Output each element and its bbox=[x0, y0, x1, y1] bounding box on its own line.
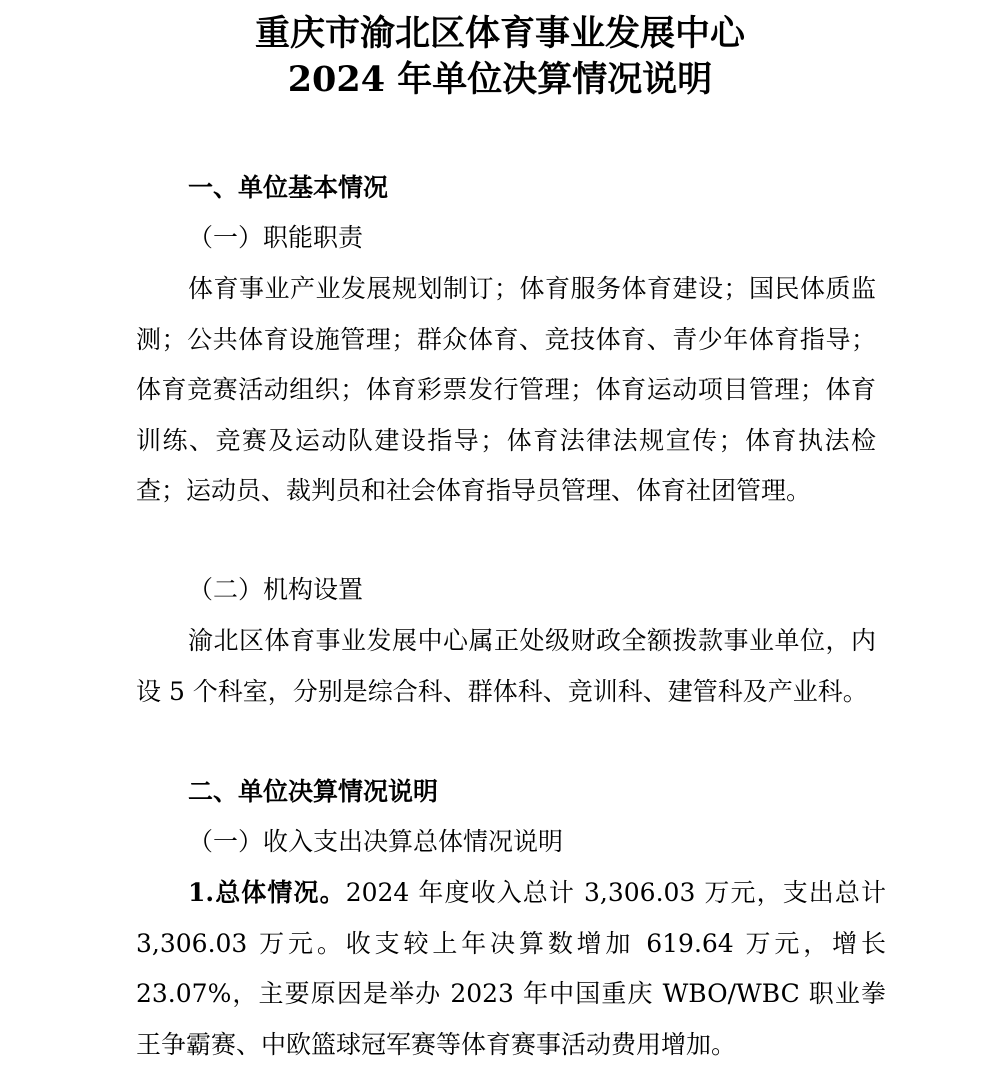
section-heading-final-accounts: 二、单位决算情况说明 bbox=[188, 777, 439, 806]
functions-paragraph: 体育事业产业发展规划制订；体育服务体育建设；国民体质监测；公共体育设施管理；群众体育、竞技体育、青少年体育指导；体育竞赛活动组织；体育彩票发行管理；体育运动项目管理；体育训练、竞赛及运动队建设指导；体育法律法规宣传；体育执法检查；运动员、裁判员和社会体育指导员管理、体育社团管理。 bbox=[136, 274, 876, 505]
subsection-heading-income-expenditure: （一）收入支出决算总体情况说明 bbox=[188, 827, 564, 856]
organization-paragraph: 渝北区体育事业发展中心属正处级财政全额拨款事业单位，内设 5 个科室，分别是综合科、群体科、竞训科、建管科及产业科。 bbox=[136, 626, 876, 706]
document-title-line1: 重庆市渝北区体育事业发展中心 bbox=[254, 13, 745, 54]
document-title-line2: 2024 年单位决算情况说明 bbox=[287, 59, 713, 100]
overall-situation-lead: 1.总体情况。 bbox=[188, 878, 346, 907]
overall-situation-paragraph bbox=[136, 868, 886, 1070]
subsection-heading-organization: （二）机构设置 bbox=[188, 575, 364, 604]
section-heading-basic-info: 一、单位基本情况 bbox=[188, 173, 389, 202]
subsection-heading-functions: （一）职能职责 bbox=[188, 223, 364, 252]
overall-situation-text: 2024 年度收入总计 3,306.03 万元，支出总计 3,306.03 万元。收支较上年决算数增加 619.64 万元，增长 23.07%，主要原因是举办 2023 年中国重庆 WBO/WBC 职业拳王争霸赛、中欧篮球冠军赛等体育赛事活动费用增加。 bbox=[136, 878, 886, 1059]
